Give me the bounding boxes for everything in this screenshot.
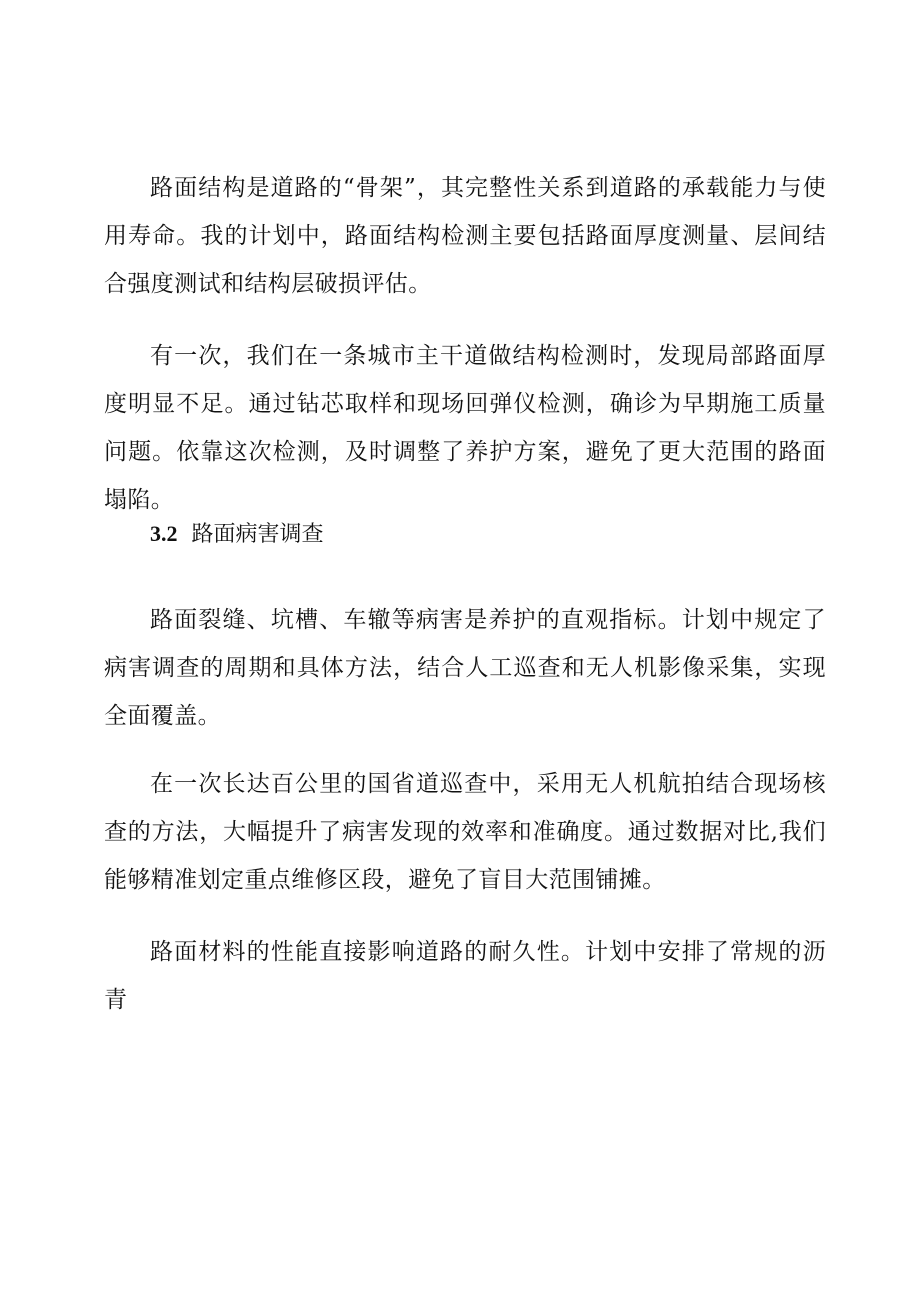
section-number: 3.2 bbox=[150, 521, 178, 546]
paragraph-structure-intro: 路面结构是道路的“骨架”，其完整性关系到道路的承载能力与使用寿命。我的计划中，路面结构检测主要包括路面厚度测量、层间结合强度测试和结构层破损评估。 bbox=[104, 175, 826, 297]
section-title: 路面病害调查 bbox=[191, 522, 324, 547]
paragraph-distress-survey: 路面裂缝、坑槽、车辙等病害是养护的直观指标。计划中规定了病害调查的周期和具体方法，结合人工巡查和无人机影像采集，实现全面覆盖。 bbox=[104, 607, 826, 729]
paragraph-structure-example: 有一次，我们在一条城市主干道做结构检测时，发现局部路面厚度明显不足。通过钻芯取样和现场回弹仪检测，确诊为早期施工质量问题。依靠这次检测，及时调整了养护方案，避免了更大范围的路面塌陷。 bbox=[104, 343, 826, 513]
paragraph-materials: 路面材料的性能直接影响道路的耐久性。计划中安排了常规的沥青 bbox=[104, 939, 826, 1013]
paragraph-distress-example: 在一次长达百公里的国省道巡查中，采用无人机航拍结合现场核查的方法，大幅提升了病害发现的效率和准确度。通过数据对比,我们能够精准划定重点维修区段，避免了盲目大范围铺摊。 bbox=[104, 771, 826, 893]
section-heading bbox=[150, 514, 324, 555]
